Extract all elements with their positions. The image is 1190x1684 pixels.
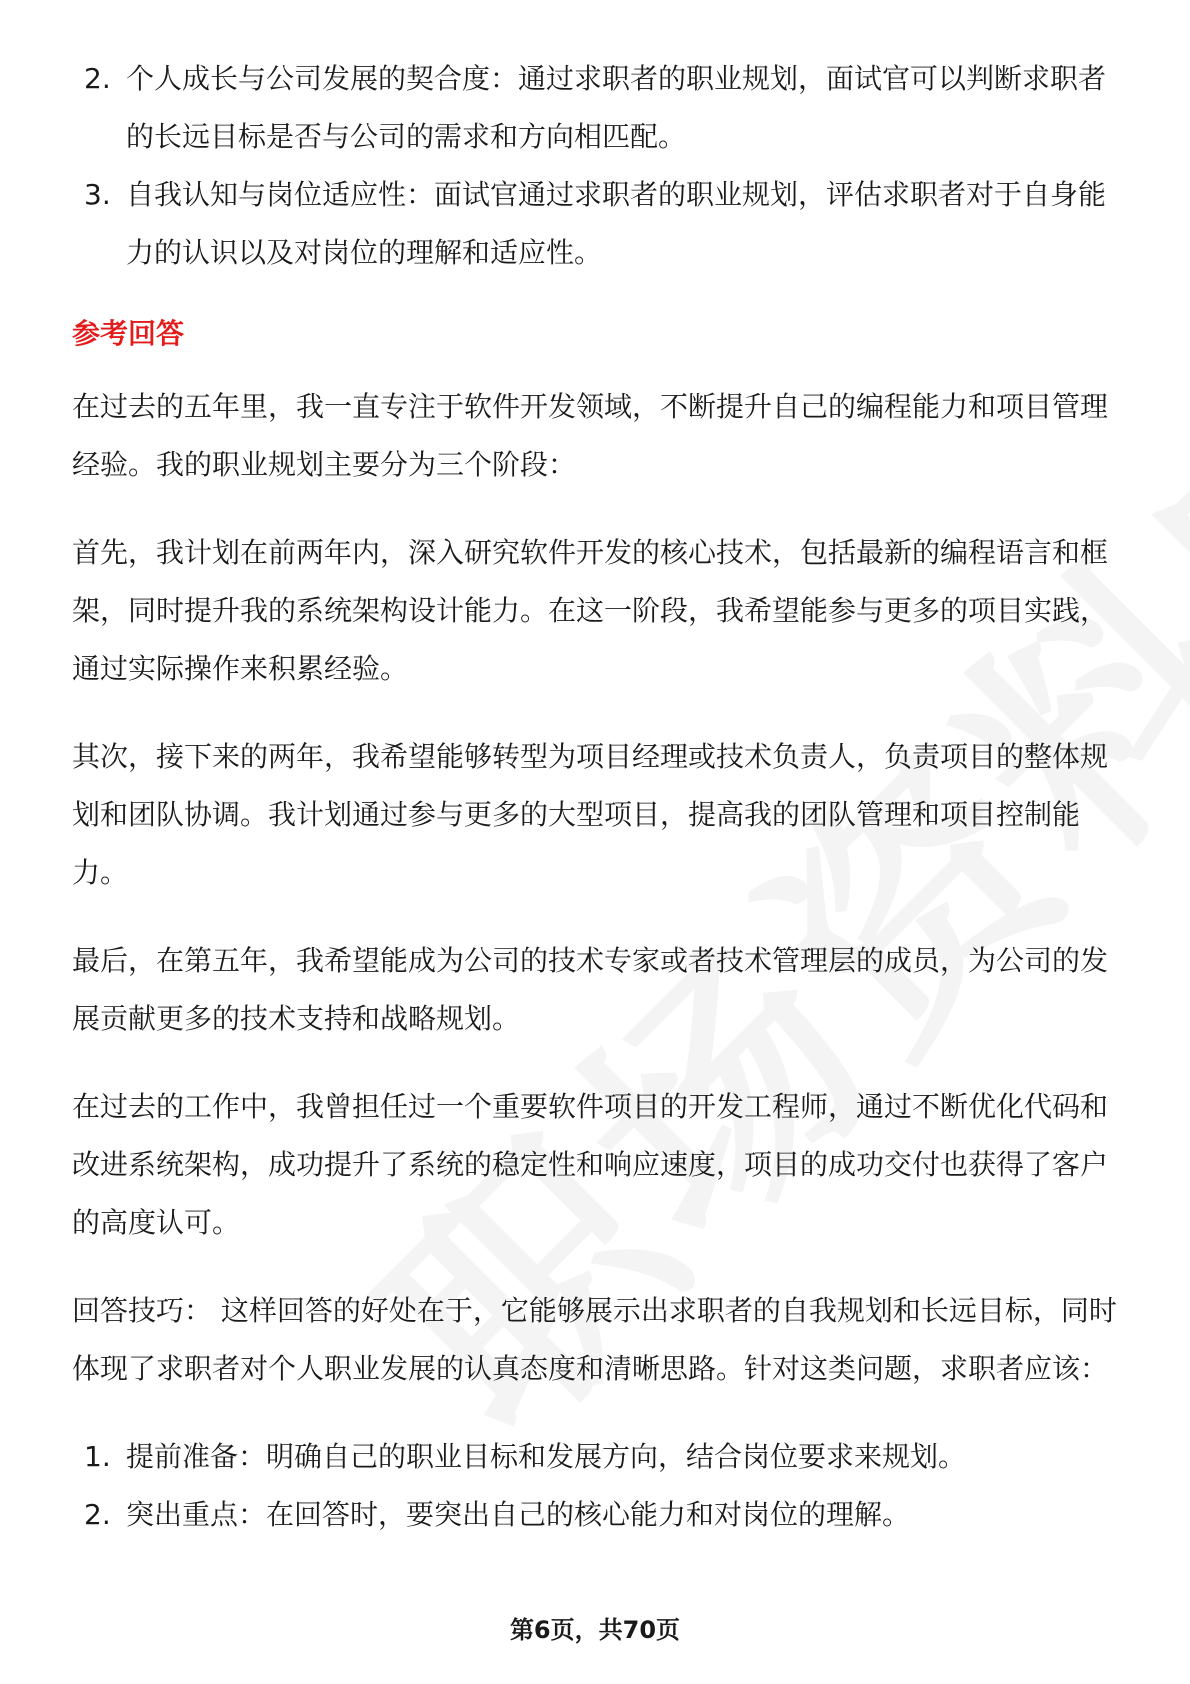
- section-heading: 参考回答: [72, 317, 185, 350]
- paragraph: 最后，在第五年，我希望能成为公司的技术专家或者技术管理层的成员，为公司的发展贡献更多的技术支持和战略规划。: [72, 944, 1109, 1035]
- list-text: 个人成长与公司发展的契合度：通过求职者的职业规划，面试官可以判断求职者的长远目标是否与公司的需求和方向相匹配。: [126, 62, 1107, 153]
- paragraph: 在过去的五年里，我一直专注于软件开发领域，不断提升自己的编程能力和项目管理经验。我的职业规划主要分为三个阶段：: [72, 390, 1109, 481]
- list-item: [72, 166, 1122, 282]
- page-footer: 第6页，共70页: [509, 1616, 681, 1644]
- list-number: 2.: [84, 62, 111, 95]
- list-item: [72, 1428, 1122, 1486]
- list-text: 突出重点：在回答时，要突出自己的核心能力和对岗位的理解。: [126, 1498, 911, 1531]
- paragraph: 在过去的工作中，我曾担任过一个重要软件项目的开发工程师，通过不断优化代码和改进系统架构，成功提升了系统的稳定性和响应速度，项目的成功交付也获得了客户的高度认可。: [72, 1090, 1109, 1239]
- list-text: 自我认知与岗位适应性：面试官通过求职者的职业规划，评估求职者对于自身能力的认识以及对岗位的理解和适应性。: [126, 178, 1107, 269]
- paragraph: 其次，接下来的两年，我希望能够转型为项目经理或技术负责人，负责项目的整体规划和团队协调。我计划通过参与更多的大型项目，提高我的团队管理和项目控制能力。: [72, 740, 1109, 889]
- paragraph: 首先，我计划在前两年内，深入研究软件开发的核心技术，包括最新的编程语言和框架，同时提升我的系统架构设计能力。在这一阶段，我希望能参与更多的项目实践，通过实际操作来积累经验。: [72, 536, 1109, 685]
- paragraph: 回答技巧： 这样回答的好处在于，它能够展示出求职者的自我规划和长远目标，同时体现了求职者对个人职业发展的认真态度和清晰思路。针对这类问题，求职者应该：: [72, 1294, 1117, 1385]
- list-number: 2.: [84, 1498, 111, 1531]
- list-number: 3.: [84, 178, 111, 211]
- top-numbered-list: [72, 50, 1122, 282]
- document-body: [72, 50, 1122, 1544]
- list-item: [72, 50, 1122, 166]
- bottom-numbered-list: [72, 1428, 1122, 1544]
- list-number: 1.: [84, 1440, 111, 1473]
- list-text: 提前准备：明确自己的职业目标和发展方向，结合岗位要求来规划。: [126, 1440, 967, 1473]
- list-item: [72, 1486, 1122, 1544]
